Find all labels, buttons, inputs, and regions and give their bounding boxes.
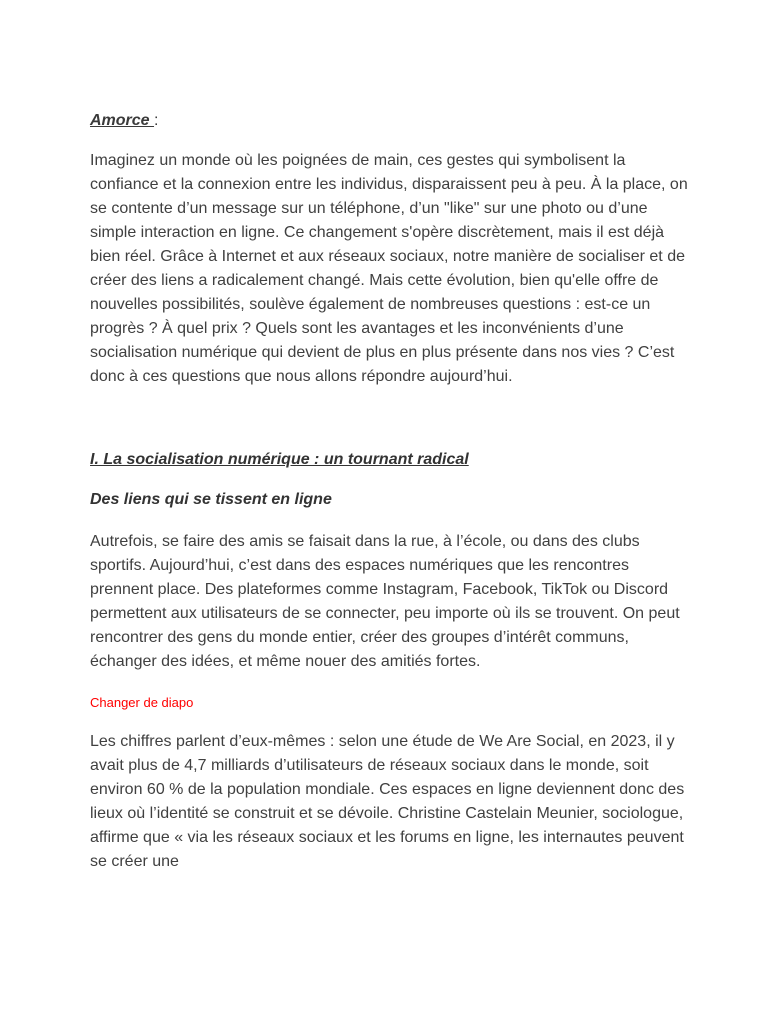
slide-note: Changer de diapo bbox=[90, 695, 194, 710]
paragraph-3: Les chiffres parlent d’eux-mêmes : selon une étude de We Are Social, en 2023, il y avait plus de 4,7 milliards d’utilisateurs de réseaux sociaux dans le monde, soit environ 60 % de la population mondiale. Ces espaces en ligne deviennent donc des lieux où l’identité se construit et se dévoile. Christine Castelain Meunier, sociologue, affirme que « via les réseaux sociaux et les forums en ligne, les internautes peuvent se créer une bbox=[90, 733, 685, 870]
intro-paragraph: Imaginez un monde où les poignées de main, ces gestes qui symbolisent la confiance et la connexion entre les individus, disparaissent peu à peu. À la place, on se contente d’un message sur un téléphone, d’un "like" sur une photo ou d’une simple interaction en ligne. Ce changement s'opère discrètement, mais il est déjà bien réel. Grâce à Internet et aux réseaux sociaux, notre manière de socialiser et de créer des liens a radicalement changé. Mais cette évolution, bien qu'elle offre de nouvelles possibilités, soulève également de nombreuses questions : est-ce un progrès ? À quel prix ? Quels sont les avantages et les inconvénients d’une socialisation numérique qui devient de plus en plus présente dans nos vies ? C’est donc à ces questions que nous allons répondre aujourd’hui. bbox=[90, 152, 688, 385]
subsection-title: Des liens qui se tissent en ligne bbox=[90, 491, 332, 508]
paragraph-2: Autrefois, se faire des amis se faisait dans la rue, à l’école, ou dans des clubs sportifs. Aujourd’hui, c’est dans des espaces numériques que les rencontres prennent place. Des plateformes comme Instagram, Facebook, TikTok ou Discord permettent aux utilisateurs de se connecter, peu importe où ils se trouvent. On peut rencontrer des gens du monde entier, créer des groupes d’intérêt communs, échanger des idées, et même nouer des amitiés fortes. bbox=[90, 533, 680, 670]
section-title: I. La socialisation numérique : un tournant radical bbox=[90, 451, 469, 468]
amorce-heading bbox=[90, 109, 690, 133]
amorce-colon: : bbox=[154, 112, 159, 129]
amorce-label: Amorce bbox=[90, 112, 155, 129]
document-page bbox=[90, 109, 690, 874]
